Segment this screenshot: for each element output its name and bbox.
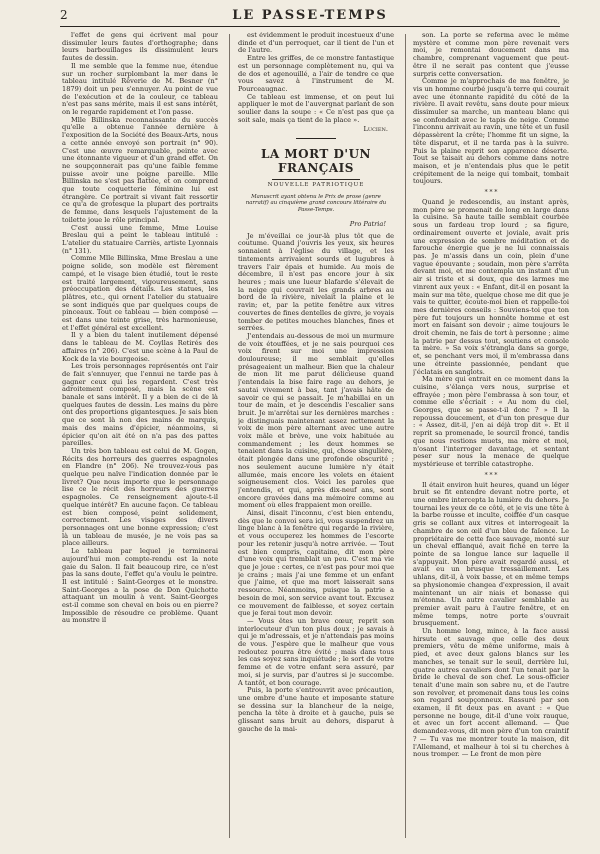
paragraph: son. La porte se referma avec le même mystère et comme mon père revenait vers moi, je remontai doucement dans ma chambre, comprenant vaguement que peut-être il ne serait pas content que j'eusse surpris cette conversation. xyxy=(413,32,569,78)
paragraph: Ma mère qui entrait en ce moment dans la cuisine, s'élança vers nous, surprise et effrayée ; mon père l'embrassa à son tour, et comme elle s'écriait : « Au nom du ciel, Georges, que se passe-t-il donc ? » Il la repoussa doucement, et d'un ton presque dur : « Assez, dit-il, j'en ai déjà trop dit ». Et il reprit sa promenade, le sourcil froncé, tandis que nous restions muets, ma mère et moi, n'osant l'interroger davantage, et sentant peser sur nous la menace de quelque mystérieuse et terrible catastrophe. xyxy=(413,375,569,468)
article-subtitle: NOUVELLE PATRIOTIQUE xyxy=(267,182,365,189)
journal-title: LE PASSE-TEMPS xyxy=(232,8,388,23)
column-2 xyxy=(238,32,394,840)
paragraph: l'effet de gens qui écrivent mal pour dissimuler leurs fautes d'orthographe; dans leurs barbouillages ils dissimulent leurs fautes de dessin. xyxy=(62,32,218,63)
paragraph: Les trois personnages représentés ont l'air de fait s'ennuyer, que l'ennui ne tarde pas à gagner ceux qui les regardent. C'est très adroitement composé, mais la scène est banale et sans intérêt. Il y a bien de ci de là quelques fautes de dessin. Les mains du père ont des proportions gigantesques. Je sais bien que ce sont là non des mains de marquis, mais des mains d'épicier, néanmoins, si épicier qu'on ait été on n'a pas des pattes pareilles. xyxy=(62,362,218,448)
paragraph: — Vous êtes un brave cœur, reprit son interlocuteur d'un ton plus doux ; je savais à qui je m'adressais, et je n'attendais pas moins de vous. J'espère que le malheur que vous redoutez pourra être évité ; mais dans tous les cas soyez sans inquiétude ; le sort de votre femme et de votre enfant sera assuré, par moi, si je survis, par d'autres si je succombe. A tantôt, et bon courage. xyxy=(238,616,394,687)
section-separator xyxy=(296,138,336,139)
article-title: LA MORT D'UN FRANÇAIS xyxy=(260,147,372,176)
header-rule xyxy=(60,26,560,27)
paragraph: C'est aussi une femme, Mme Louise Breslau qui a peint le tableau intitulé : L'atelier du statuaire Carriès, artiste Lyonnais (n° 131). xyxy=(62,223,218,255)
page-header xyxy=(60,8,560,26)
column-1 xyxy=(62,32,218,840)
paragraph: Un homme long, mince, à la face aussi hirsute et sauvage que celle des deux premiers, vêtu de même uniforme, mais à pied, et avec deux galons blancs sur les manches, se tenait sur le seuil, derrière lui, quatre autres cavaliers dont l'un tenait par la bride le cheval de son chef. Le sous-officier tenait d'une main son sabre nu, et de l'autre son revolver, et promenait dans tous les coins son regard soupçonneux. Rassuré par son examen, il fit deux pas en avant : « Que personne ne bouge, dit-il d'une voix rauque, et avec un fort accent allemand. — Que demandez-vous, dit mon père d'un ton craintif ? — Tu vas me montrer toute la maison, dit l'Allemand, et malheur à toi si tu cherches à nous tromper. — Le front de mon père xyxy=(413,627,569,759)
paragraph: J'entendais au-dessous de moi un murmure de voix étouffées, et je ne sais pourquoi ces voix firent sur moi une impression douloureuse; il me semblait qu'elles présageaient un malheur. Bien que la chaleur de mon lit me parut délicieuse quand j'entendais la bise faire rage au dehors, je sautai vivement à bas, tant j'avais hâte de savoir ce qui se passait. Je m'habillai en un tour de main, et je descendis l'escalier sans bruit. Je m'arrêtai sur les dernières marches : je distinguais maintenant assez nettement la voix de mon père alternant avec une autre voix mâle et brève, une voix habituée au commandement ; les deux hommes se tenaient dans la cuisine, qui, chose singulière, était plongée dans une profonde obscurité ; nos seulement aucune lumière n'y était allumée, mais encore les volets en étaient soigneusement clos. Voici les paroles que j'entendis, et qui, après dix-neuf ans, sont encore gravées dans ma mémoire comme au moment où elles frappaient mon oreille. xyxy=(238,331,394,510)
paragraph: Je m'éveillai ce jour-là plus tôt que de coutume. Quand j'ouvris les yeux, six heures sonnaient à l'église du village, et les tintements arrivaient sourds et lugubres à travers l'air épais et humide. Au mois de décembre, il n'est pas encore jour à six heures ; mais une lueur blafarde s'élevait de la neige qui couvrait les grands arbres au bord de la rivière, nivelait la plaine et le ravin; et, par la petite fenêtre aux vitres couvertes de fines dentelles de givre, je voyais tomber de petites mouches blanches, fines et serrées. xyxy=(238,231,394,333)
paragraph: Quand je redescendis, au instant après, mon père se promenait de long en large dans la cuisine. Sa haute taille semblait courbée sous un fardeau trop lourd ; sa figure, ordinairement ouverte et joviale, avait pris une expression de sombre méditation et de farouche énergie que je ne lui connaissais pas. Je m'assis dans un coin, plein d'une vague épouvante ; soudain, mon père s'arrêta devant moi, et me contempla un instant d'un air si triste et si doux, que des larmes me vinrent aux yeux : « Enfant, dit-il en posant la main sur ma tête, quelque chose me dit que je vais te quitter, écoute-moi bien et rappelle-toi mes dernières conseils : Souviens-toi que ton père fut toujours un honnête homme et est mort en faisant son devoir ; aime toujours le droit chemin, ne fais de tort à personne ; aime la patrie par dessus tout, soutiens et console ta mère. » Sa voix s'étrangla dans sa gorge, et, se penchant vers moi, il m'embrassa dans une étreinte passionnée, pendant que j'éclatais en sanglots. xyxy=(413,198,569,376)
column-divider-2 xyxy=(405,34,406,838)
article-note: Manuscrit ayant obtenu le Prix de prose (genre narratif) au cinquième grand concours littéraire du Passe-Temps. xyxy=(245,193,387,213)
paragraph: Un très bon tableau est celui de M. Gogen, Récits des horreurs des guerres espagnoles en Flandre (n° 206). Ne trouvez-vous pas quelque peu naïve l'indication donnée par le livret? Que nous importe que le personnage lise ce le récit des horreurs des guerres espagnoles. Ce renseignement ajoute-t-il quelque intérêt? En aucune façon. Ce tableau est bien composé, peint solidement, correctement. Les visages des divers personnages ont une bonne expression; c'est là un tableau de musée, je ne vois pas sa place ailleurs. xyxy=(62,446,218,548)
section-stars: * * * xyxy=(484,189,498,197)
paragraph: Il y a bien du talent inutilement dépensé dans le tableau de M. Coyllas Retirés des affaires (n° 206). C'est une scène à la Paul de Kock de la vie bourgeoise. xyxy=(62,331,218,363)
author-signature: Lucien. xyxy=(363,125,388,134)
paragraph: Comme Mlle Billinska, Mme Breslau a une poigne solide, son modèle est fièrement campé, et le visage bien étudié, tout le reste est traité largement, vigoureusement, sans préoccupation des détails. Les statues, les plâtres, etc., qui ornent l'atelier du statuaire se sont indiqués que par quelques coups de pinceaux. Tout ce tableau — bien composé — est dans une teinte grise, très harmonieuse, et l'effet général est excellent. xyxy=(62,254,218,332)
paragraph: Mlle Billinska reconnaissante du succès qu'elle a obtenue l'année dernière à l'exposition de la Société des Beaux-Arts, nous a cette année envoyé son portrait (n° 90). C'est une œuvre remarquable, peinte avec une étonnante vigueur et d'un grand effet. On ne soupçonnerait pas qu'une faible femme puisse avoir une poigne pareille. Mlle Billinska ne s'est pas flattée, et on comprend que toute coquetterie féminine lui est étrangère. Ce portrait si vivant fait ressortir ce qu'a de grotesque la plupart des portraits de femme, dans lesquels l'ajustement de la toilette joue le rôle principal. xyxy=(62,115,218,224)
paragraph: est évidemment le produit incestueux d'une dinde et d'un perroquet, car il tient de l'un et de l'autre. xyxy=(238,32,394,55)
paragraph: Le tableau par lequel je terminerai aujourd'hui mon compte-rendu est la note gaie du Salon. Il fait beaucoup rire, ce n'est pas la sans doute, l'effet qu'a voulu le peintre. Il est intitulé : Saint-Georges et le monstre. Saint-Georges a la pose de Don Quichotte attaquant un moulin à vent. Saint-Georges est-il comme son cheval en bois ou en pierre? Impossible de résoudre ce problème. Quant au monstre il xyxy=(62,547,218,625)
section-stars: * * * xyxy=(484,471,498,479)
title-rule xyxy=(272,179,360,180)
paragraph: Il me semble que la femme nue, étendue sur un rocher surplombant la mer dans le tableau intitulé Rêverie de M. Besner (n° 1879) doit un peu s'ennuyer. Au point de vue de l'exécution et de la couleur, ce tableau n'est pas sans mérite, mais il est sans intérêt, on le regarde rapidement et l'on passe. xyxy=(62,61,218,117)
paragraph: Entre les griffes, de ce monstre fantastique est un personnage complètement nu, qui va de dos et agenouillé, a l'air de tendre ce que vous savez à l'instrument de M. Pourceaugnac. xyxy=(238,54,394,93)
paragraph: Comme je m'approchais de ma fenêtre, je vis un homme courbé jusqu'à terre qui courait avec une étonnante rapidité du côté de la rivière. Il avait revêtu, sans doute pour mieux dissimuler sa marche, un manteau blanc qui se confondait avec le tapis de neige. Comme l'inconnu arrivait au ravin, une tête et un fusil dépassèrent la crête; l'homme fit un signe, la tête disparut, et il ne tarda pas à la suivre. Puis la plaine reprit son apparence déserte. Tout se taisait au dehors comme dans notre maison, et je n'entendais plus que le petit crépitement de la neige qui tombait, tombait toujours. xyxy=(413,77,569,186)
page-number: 2 xyxy=(60,8,68,22)
paragraph: Il était environ huit heures, quand un léger bruit se fit entendre devant notre porte, et une ombre intercepta la lumière du dehors. Je tournai les yeux de ce côté, et je vis une tête à la barbe rousse et inculte, coiffée d'un casque gris se collant aux vitres et interrogeait la chambre de son œil d'un bleu de faïence. Le propriétaire de cette face sauvage, monté sur un cheval efflanqué, avait fiché en terre la pointe de sa longue lance sur laquelle il s'appuyait. Mon père avait regardé aussi, et avait eu un brusque tressaillement. Les uhlans, dit-il, à voix basse, et en même temps sa physionomie changea d'expression, il avait maintenant un air niais et bonasse qui m'étonna. Un autre cavalier semblable au premier avait paru à l'autre fenêtre, et en même temps, notre porte s'ouvrait brusquement. xyxy=(413,480,569,628)
paragraph: Ainsi, disait l'inconnu, c'est bien entendu, dès que le convoi sera ici, vous suspendrez un linge blanc à la fenêtre qui regarde la rivière, et vous occuperez les hommes de l'escorte pour les retenir jusqu'à notre arrivée. — Tout est bien compris, capitaine, dit mon père d'une voix qui tremblait un peu. C'est ma vie que je joue : certes, ce n'est pas pour moi que je crains ; mais j'ai une femme et un enfant que j'aime, et que ma mort laisserait sans ressource. Néanmoins, puisque la patrie a besoin de moi, son service avant tout. Excusez ce mouvement de faiblesse, et soyez certain que je ferai tout mon devoir. xyxy=(238,509,394,618)
paragraph: Puis, la porte s'entrouvrit avec précaution, une ombre d'une haute et imposante stature se dessina sur la blancheur de la neige, pencha la tête à droite et à gauche, puis se glissant sans bruit au dehors, disparut à gauche de la mai- xyxy=(238,686,394,733)
column-divider-1 xyxy=(229,34,230,838)
column-3 xyxy=(413,32,569,840)
epigraph: Pro Patria! xyxy=(349,220,386,229)
paragraph: Ce tableau est immense, et on peut lui appliquer le mot de l'auvergnat parlant de son soulier dans la soupe : « Ce n'est pas que ça soit sale, mais ça tient de la place ». xyxy=(238,92,394,124)
